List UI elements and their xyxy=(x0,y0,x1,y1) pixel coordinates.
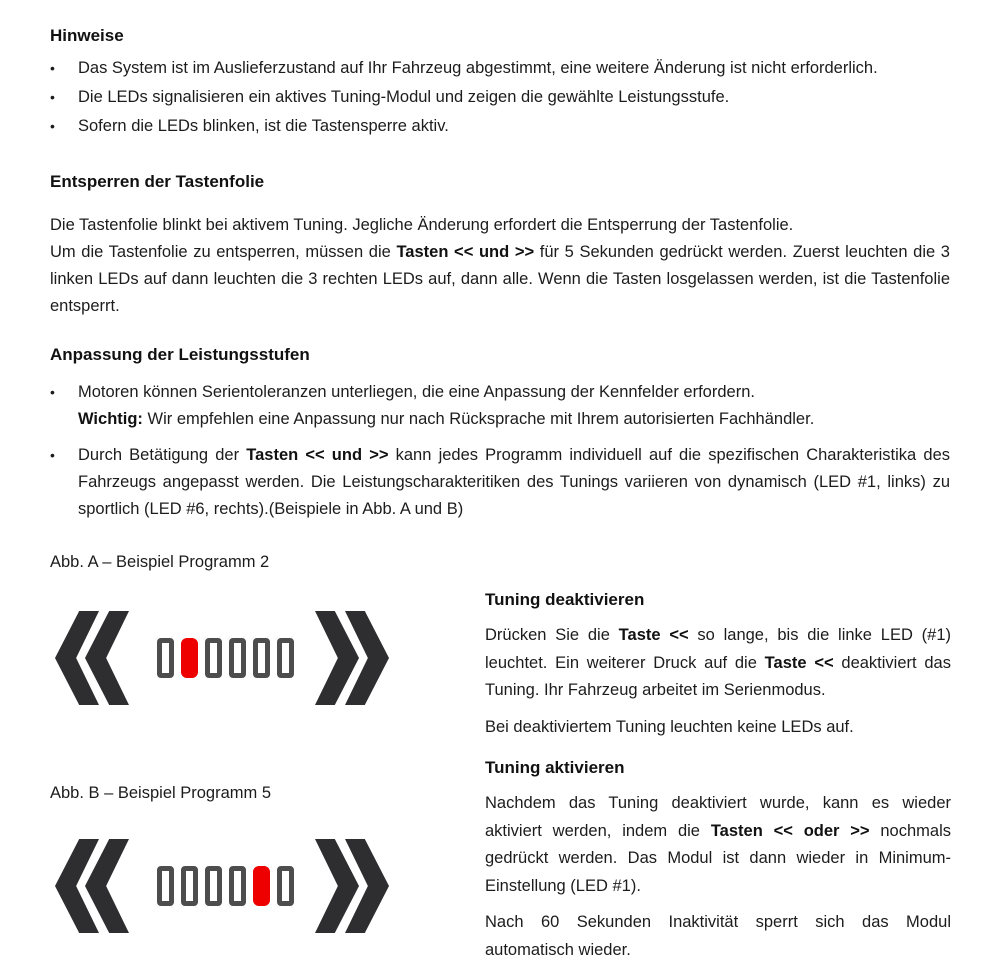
chevron-right-double-icon xyxy=(315,611,389,705)
chevron-left-double-icon xyxy=(55,839,129,933)
list-item xyxy=(50,113,950,139)
paragraph-text: Nachdem das Tuning deaktiviert wurde, kann es wieder aktiviert werden, indem die xyxy=(485,794,956,840)
paragraph-text: Durch Betätigung der xyxy=(78,446,247,464)
section-entsperren xyxy=(50,170,955,320)
anpassung-heading: Anpassung der Leistungsstufen xyxy=(50,345,310,364)
keys-bold-text: Tasten << oder >> xyxy=(710,821,870,840)
chevron-left-double-icon xyxy=(55,611,129,705)
deaktivieren-note: Bei deaktiviertem Tuning leuchten keine LEDs auf. xyxy=(485,717,854,736)
led-5-active xyxy=(253,866,270,906)
led-6 xyxy=(277,638,294,678)
paragraph-text: für 5 Sekunden gedrückt werden. Zuerst leuchten die 3 linken LEDs auf dann leuchten die 3 rechten LEDs auf, dann alle. Wenn die Tasten losgelassen werden, ist die Tastenfolie entsperrt. xyxy=(50,243,955,315)
paragraph-text: Drücken Sie die xyxy=(485,626,619,644)
list-item xyxy=(50,442,955,523)
key-bold-text: Taste << xyxy=(764,653,834,672)
section-anpassung xyxy=(50,343,955,523)
section-hinweise xyxy=(50,24,950,139)
led-2-active xyxy=(181,638,198,678)
chevron-right-double-icon xyxy=(315,839,389,933)
hinweise-heading: Hinweise xyxy=(50,26,124,45)
led-4 xyxy=(229,866,246,906)
led-display-figure-b xyxy=(55,838,389,934)
entsperren-paragraph xyxy=(50,212,955,320)
led-2 xyxy=(181,866,198,906)
led-strip-a xyxy=(157,638,294,678)
key-bold-text: Taste << xyxy=(618,626,689,644)
bullet-icon: • xyxy=(50,118,55,134)
list-item xyxy=(50,84,950,110)
main-text-column xyxy=(50,24,955,532)
wichtig-bold-text: Wichtig: xyxy=(78,410,143,428)
bullet-icon: • xyxy=(50,60,55,76)
aktivieren-note: Nach 60 Sekunden Inaktivität sperrt sich das Modul automatisch wieder. xyxy=(485,913,951,959)
paragraph-text: Motoren können Serientoleranzen unterliegen, die eine Anpassung der Kennfelder erfordern. xyxy=(78,383,755,401)
bullet-icon: • xyxy=(50,384,55,400)
aktivieren-paragraph xyxy=(485,790,956,900)
keys-bold-text: Tasten << und >> xyxy=(396,243,535,261)
anpassung-bullet-list xyxy=(50,379,955,523)
bullet-text: Das System ist im Auslieferzustand auf Ihr Fahrzeug abgestimmt, eine weitere Änderung ist nicht erforderlich. xyxy=(78,59,878,77)
paragraph-text: deaktiviert das Tuning. Ihr Fahrzeug arbeitet im Serienmodus. xyxy=(485,653,956,699)
bullet-text xyxy=(78,442,955,523)
led-1 xyxy=(157,866,174,906)
deaktivieren-heading: Tuning deaktivieren xyxy=(485,590,645,609)
paragraph-text: kann jedes Programm individuell auf die spezifischen Charakteristika des Fahrzeugs angepasst werden. Die Leistungscharakteritiken des Tunings variieren von dynamisch (LED #1, links) zu sportlich (LED #6, rechts).(Beispiele in Abb. A und B) xyxy=(78,446,955,518)
keys-bold-text: Tasten << und >> xyxy=(246,446,389,464)
led-3 xyxy=(205,866,222,906)
led-display-figure-a xyxy=(55,610,389,706)
hinweise-bullet-list xyxy=(50,55,950,139)
bullet-text: Sofern die LEDs blinken, ist die Tastensperre aktiv. xyxy=(78,117,449,135)
aktivieren-heading: Tuning aktivieren xyxy=(485,758,625,777)
paragraph-text: Die Tastenfolie blinkt bei aktivem Tuning. Jegliche Änderung erfordert die Entsperrung der Tastenfolie. xyxy=(50,216,794,234)
led-4 xyxy=(229,638,246,678)
bullet-text xyxy=(78,379,950,433)
entsperren-heading: Entsperren der Tastenfolie xyxy=(50,172,265,191)
list-item xyxy=(50,55,950,81)
list-item xyxy=(50,379,950,433)
paragraph-text: Wir empfehlen eine Anpassung nur nach Rücksprache mit Ihrem autorisierten Fachhändler. xyxy=(142,410,815,428)
deaktivieren-paragraph xyxy=(485,622,956,705)
led-1 xyxy=(157,638,174,678)
paragraph-text: nochmals gedrückt werden. Das Modul ist dann wieder in Minimum-Einstellung (LED #1). xyxy=(485,821,956,895)
paragraph-text: so lange, bis die linke LED (#1) leuchtet. Ein weiterer Druck auf die xyxy=(485,626,956,672)
led-3 xyxy=(205,638,222,678)
figure-b-caption: Abb. B – Beispiel Programm 5 xyxy=(50,784,272,802)
led-5 xyxy=(253,638,270,678)
bullet-text: Die LEDs signalisieren ein aktives Tuning-Modul und zeigen die gewählte Leistungsstufe. xyxy=(78,88,730,106)
right-text-column xyxy=(485,588,956,973)
bullet-icon: • xyxy=(50,89,55,105)
led-strip-b xyxy=(157,866,294,906)
led-6 xyxy=(277,866,294,906)
bullet-icon: • xyxy=(50,447,55,463)
paragraph-text: Um die Tastenfolie zu entsperren, müssen die xyxy=(50,243,397,261)
figure-a-caption: Abb. A – Beispiel Programm 2 xyxy=(50,553,270,571)
